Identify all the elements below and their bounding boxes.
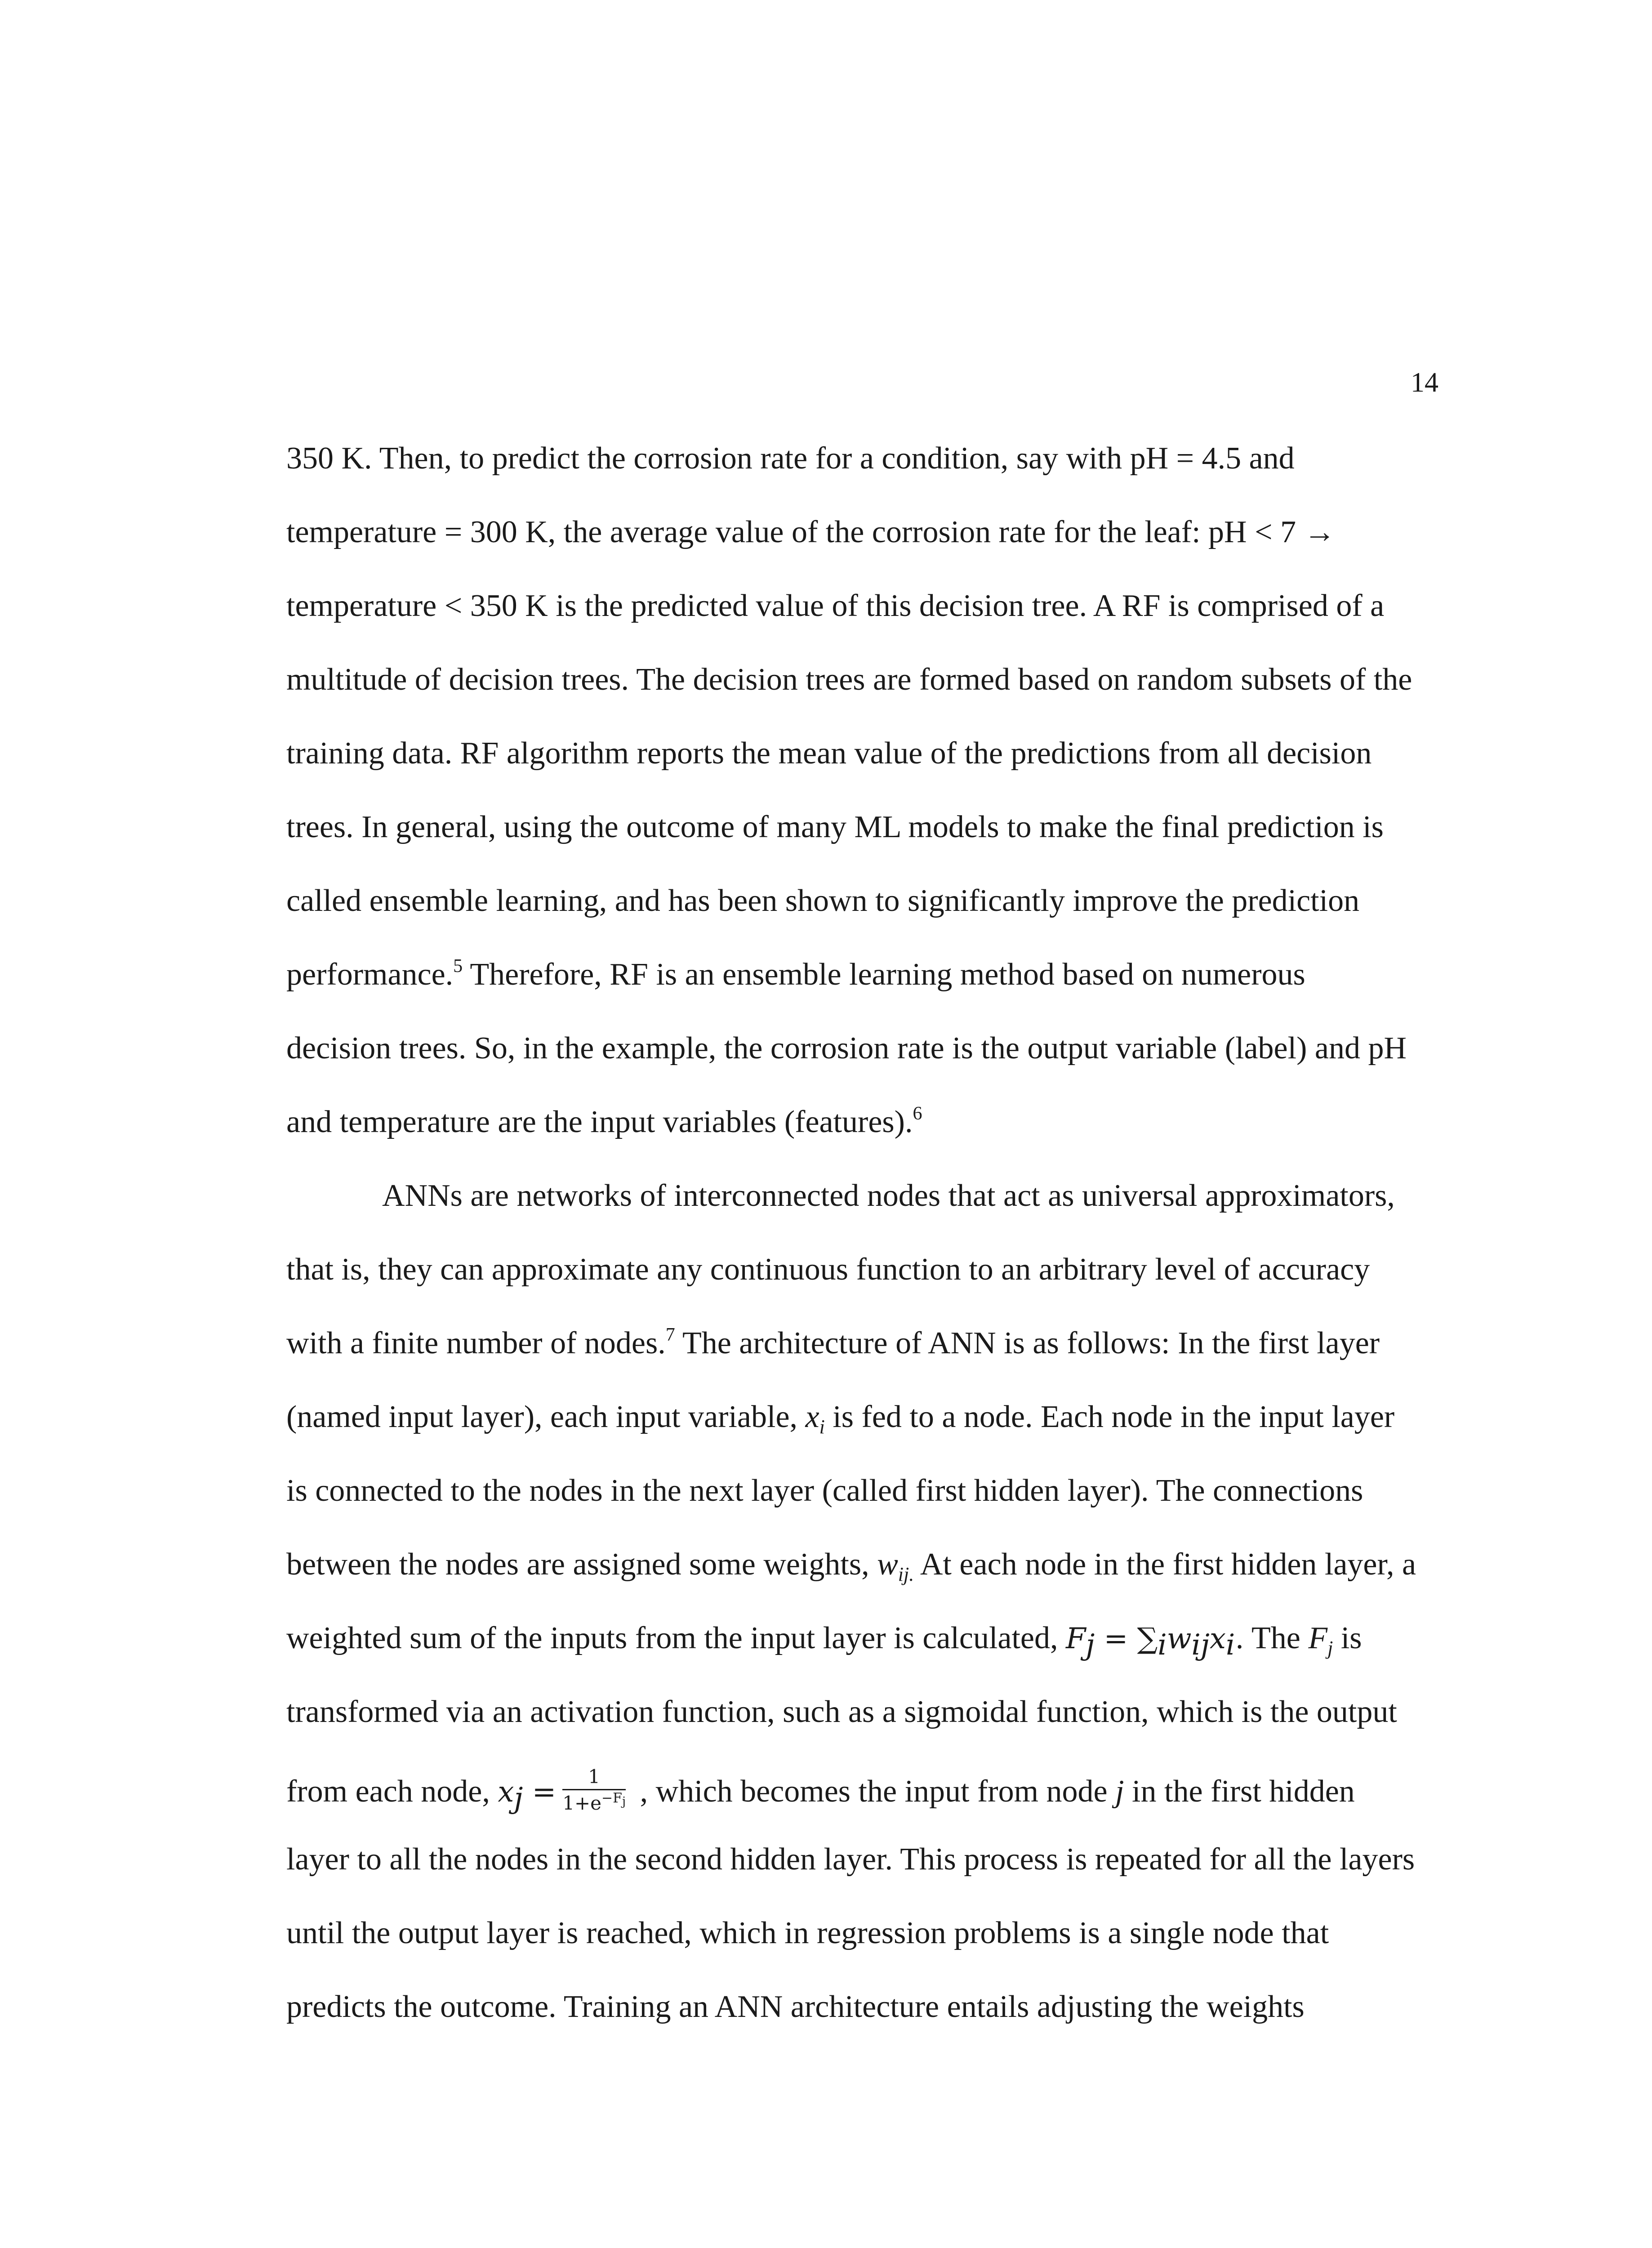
sigmoid-equation	[498, 1766, 632, 1815]
math-period: .	[1235, 1622, 1244, 1655]
text-line: transformed via an activation function, such as a sigmoidal function, which is the output	[286, 1695, 1397, 1729]
denominator-exponent	[601, 1790, 626, 1809]
text-segment: The architecture of ANN is as follows: In the first layer	[675, 1326, 1380, 1360]
sigmoid-fraction	[562, 1766, 626, 1815]
math-w: w	[1167, 1622, 1192, 1655]
text-line: is connected to the nodes in the next layer (called first hidden layer). The connections	[286, 1473, 1363, 1508]
math-equals-sum: = ∑	[1095, 1622, 1158, 1655]
text-line	[286, 1621, 1362, 1662]
variable-j: j	[1115, 1774, 1124, 1809]
math-subscript: ij	[1191, 1628, 1210, 1662]
math-subscript: i	[1158, 1628, 1167, 1662]
text-segment: weighted sum of the inputs from the input layer is calculated,	[286, 1621, 1066, 1655]
math-x: x	[498, 1775, 514, 1809]
math-subscript: j	[514, 1781, 523, 1815]
text-segment: between the nodes are assigned some weights,	[286, 1547, 877, 1582]
text-line: called ensemble learning, and has been shown to significantly improve the prediction	[286, 883, 1360, 918]
fraction-denominator	[562, 1790, 626, 1815]
text-line: predicts the outcome. Training an ANN architecture entails adjusting the weights	[286, 1989, 1305, 2024]
text-line: temperature < 350 K is the predicted value of this decision tree. A RF is comprised of a	[286, 589, 1385, 623]
text-line	[286, 1325, 1380, 1360]
variable-x: x	[805, 1400, 819, 1434]
text-line: multitude of decision trees. The decision trees are formed based on random subsets of the	[286, 662, 1412, 697]
fraction-numerator: 1	[562, 1766, 626, 1790]
variable-subscript: j	[1327, 1637, 1333, 1659]
exponent-text: −F	[601, 1790, 622, 1806]
citation-ref: 5	[453, 956, 463, 977]
text-line: decision trees. So, in the example, the corrosion rate is the output variable (label) and pH	[286, 1031, 1407, 1066]
text-segment: At each node in the first hidden layer, a	[914, 1547, 1416, 1582]
text-line	[286, 956, 1305, 992]
text-segment: performance.	[286, 957, 454, 992]
citation-ref: 6	[913, 1103, 922, 1124]
denominator-base: 1+e	[562, 1792, 602, 1815]
variable-w: w	[877, 1547, 898, 1582]
text-line: 350 K. Then, to predict the corrosion rate for a condition, say with pH = 4.5 and	[286, 441, 1295, 476]
math-x: x	[1209, 1622, 1226, 1655]
math-equals: =	[523, 1775, 557, 1809]
text-line: training data. RF algorithm reports the mean value of the predictions from all decision	[286, 736, 1372, 771]
text-line: ANNs are networks of interconnected nodes that act as universal approximators,	[382, 1178, 1395, 1213]
text-line	[286, 1547, 1416, 1585]
text-line	[286, 1400, 1395, 1438]
text-segment: is	[1333, 1621, 1362, 1655]
text-line	[286, 1103, 922, 1139]
text-segment: and temperature are the input variables (features).	[286, 1105, 913, 1139]
text-segment: is fed to a node. Each node in the input layer	[824, 1400, 1395, 1434]
text-line: trees. In general, using the outcome of many ML models to make the final prediction is	[286, 810, 1384, 844]
math-subscript: i	[1225, 1628, 1235, 1662]
text-segment: (named input layer), each input variable,	[286, 1400, 806, 1434]
text-segment: with a finite number of nodes.	[286, 1326, 666, 1360]
text-line: that is, they can approximate any continuous function to an arbitrary level of accuracy	[286, 1252, 1370, 1287]
exponent-subscript: j	[622, 1795, 626, 1809]
text-line	[286, 1766, 1355, 1819]
text-line: until the output layer is reached, which in regression problems is a single node that	[286, 1916, 1329, 1950]
variable-subscript: i	[819, 1416, 825, 1438]
weighted-sum-equation	[1066, 1621, 1244, 1662]
math-F: F	[1066, 1622, 1086, 1655]
variable-subscript: ij.	[898, 1563, 914, 1585]
math-subscript: j	[1086, 1628, 1095, 1662]
text-segment: , which becomes the input from node	[632, 1774, 1116, 1809]
text-segment: The	[1244, 1621, 1309, 1655]
text-segment: in the first hidden	[1124, 1774, 1355, 1809]
variable-F: F	[1308, 1621, 1328, 1655]
text-line: temperature = 300 K, the average value of the corrosion rate for the leaf: pH < 7 →	[286, 515, 1336, 549]
text-line: layer to all the nodes in the second hidden layer. This process is repeated for all the layers	[286, 1842, 1415, 1877]
page-number: 14	[1411, 367, 1438, 398]
citation-ref: 7	[665, 1325, 675, 1345]
text-segment: Therefore, RF is an ensemble learning method based on numerous	[463, 957, 1305, 992]
text-segment: from each node,	[286, 1774, 498, 1809]
